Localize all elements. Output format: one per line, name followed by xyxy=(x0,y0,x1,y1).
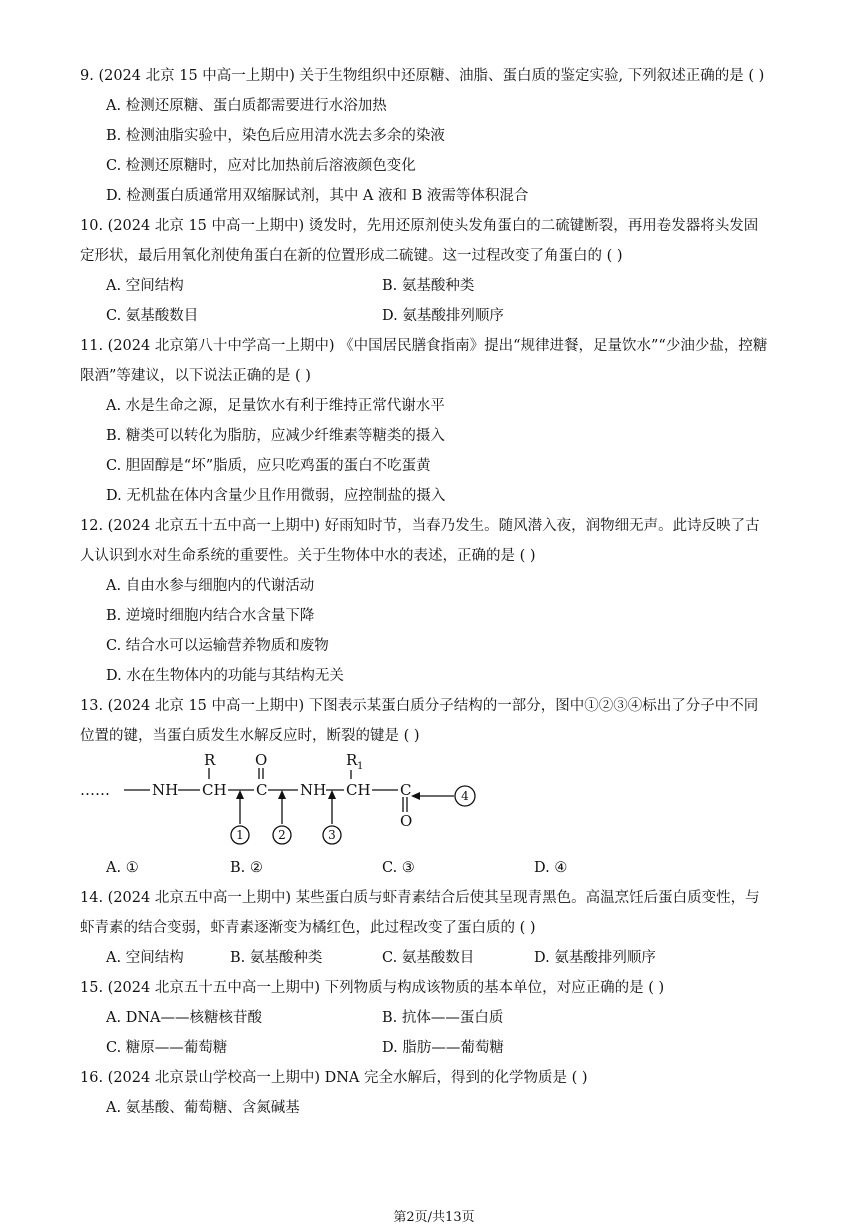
page-number-footer: 第2页/共13页 xyxy=(393,1210,475,1225)
figure-bond-label-4: 4 xyxy=(461,789,469,803)
question-11-option-b: B. 糖类可以转化为脂肪，应减少纤维素等糖类的摄入 xyxy=(106,428,445,444)
figure-nh-2: NH xyxy=(300,781,327,799)
question-15-option-c: C. 糖原——葡萄糖 xyxy=(106,1040,228,1056)
question-10-option-a: A. 空间结构 xyxy=(106,278,184,294)
figure-ch-2: CH xyxy=(346,781,371,799)
question-13-option-d: D. ④ xyxy=(534,860,568,876)
question-9-option-b: B. 检测油脂实验中，染色后应用清水洗去多余的染液 xyxy=(106,128,445,144)
question-12-option-d: D. 水在生物体内的功能与其结构无关 xyxy=(106,668,344,684)
figure-dots: …… xyxy=(80,781,110,799)
figure-c-2: C xyxy=(400,781,412,799)
question-9-stem: 9. (2024 北京 15 中高一上期中) 关于生物组织中还原糖、油脂、蛋白质的鉴定实验, 下列叙述正确的是 ( ) xyxy=(80,68,765,84)
question-11-option-a: A. 水是生命之源，足量饮水有利于维持正常代谢水平 xyxy=(106,398,445,414)
question-12-stem-line2: 人认识到水对生命系统的重要性。关于生物体中水的表述，正确的是 ( ) xyxy=(80,548,536,564)
question-12-option-a: A. 自由水参与细胞内的代谢活动 xyxy=(106,578,315,594)
question-13-option-a: A. ① xyxy=(106,860,139,876)
question-9-option-c: C. 检测还原糖时，应对比加热前后溶液颜色变化 xyxy=(106,158,416,174)
figure-bond-label-2: 2 xyxy=(278,828,286,842)
question-14-stem-line1: 14. (2024 北京五中高一上期中) 某些蛋白质与虾青素结合后使其呈现青黑色。高温烹饪后蛋白质变性，与 xyxy=(80,890,760,906)
figure-bond-label-1: 1 xyxy=(236,828,244,842)
figure-carbonyl-oxygen-bottom: O xyxy=(400,812,413,830)
figure-ch-1: CH xyxy=(202,781,227,799)
question-13-stem-line1: 13. (2024 北京 15 中高一上期中) 下图表示某蛋白质分子结构的一部分，图中①②③④标出了分子中不同 xyxy=(80,698,759,714)
question-12-stem-line1: 12. (2024 北京五十五中高一上期中) 好雨知时节，当春乃发生。随风潜入夜，润物细无声。此诗反映了古 xyxy=(80,518,760,534)
question-14-stem-line2: 虾青素的结合变弱，虾青素逐渐变为橘红色，此过程改变了蛋白质的 ( ) xyxy=(80,920,536,936)
question-11-option-c: C. 胆固醇是“坏”脂质，应只吃鸡蛋的蛋白不吃蛋黄 xyxy=(106,458,431,474)
question-11-stem-line1: 11. (2024 北京第八十中学高一上期中) 《中国居民膳食指南》提出“规律进餐，足量饮水”“少油少盐，控糖 xyxy=(80,338,768,354)
question-15-option-a: A. DNA——核糖核苷酸 xyxy=(106,1010,262,1026)
question-16-stem: 16. (2024 北京景山学校高一上期中) DNA 完全水解后，得到的化学物质是 ( ) xyxy=(80,1070,588,1086)
question-10-stem-line1: 10. (2024 北京 15 中高一上期中) 烫发时，先用还原剂使头发角蛋白的二硫键断裂，再用卷发器将头发固 xyxy=(80,218,759,234)
question-11-stem-line2: 限酒”等建议，以下说法正确的是 ( ) xyxy=(80,368,311,384)
question-11-option-d: D. 无机盐在体内含量少且作用微弱，应控制盐的摄入 xyxy=(106,488,446,504)
figure-carbonyl-oxygen-top: O xyxy=(255,751,268,769)
question-16-option-a: A. 氨基酸、葡萄糖、含氮碱基 xyxy=(106,1100,300,1116)
figure-r-group: R xyxy=(204,751,216,769)
figure-r1-subscript: 1 xyxy=(357,761,364,772)
question-10-option-c: C. 氨基酸数目 xyxy=(106,308,199,324)
figure-c-1: C xyxy=(256,781,268,799)
question-12-option-b: B. 逆境时细胞内结合水含量下降 xyxy=(106,608,315,624)
question-10-option-b: B. 氨基酸种类 xyxy=(382,278,475,294)
figure-r1-group: R xyxy=(346,751,358,769)
question-15-option-d: D. 脂肪——葡萄糖 xyxy=(382,1040,504,1056)
peptide-structure-figure xyxy=(78,748,498,848)
question-10-stem-line2: 定形状，最后用氧化剂使角蛋白在新的位置形成二硫键。这一过程改变了角蛋白的 ( ) xyxy=(80,248,623,264)
question-9-option-d: D. 检测蛋白质通常用双缩脲试剂，其中 A 液和 B 液需等体积混合 xyxy=(106,188,529,204)
question-12-option-c: C. 结合水可以运输营养物质和废物 xyxy=(106,638,329,654)
question-13-option-c: C. ③ xyxy=(382,860,415,876)
question-13-stem-line2: 位置的键，当蛋白质发生水解反应时，断裂的键是 ( ) xyxy=(80,728,420,744)
question-15-stem: 15. (2024 北京五十五中高一上期中) 下列物质与构成该物质的基本单位，对应正确的是 ( ) xyxy=(80,980,665,996)
question-9-option-a: A. 检测还原糖、蛋白质都需要进行水浴加热 xyxy=(106,98,387,114)
question-10-option-d: D. 氨基酸排列顺序 xyxy=(382,308,504,324)
question-14-option-d: D. 氨基酸排列顺序 xyxy=(534,950,656,966)
question-14-option-c: C. 氨基酸数目 xyxy=(382,950,475,966)
question-13-option-b: B. ② xyxy=(230,860,263,876)
question-15-option-b: B. 抗体——蛋白质 xyxy=(382,1010,504,1026)
question-14-option-b: B. 氨基酸种类 xyxy=(230,950,323,966)
question-14-option-a: A. 空间结构 xyxy=(106,950,184,966)
figure-nh-1: NH xyxy=(152,781,179,799)
figure-bond-label-3: 3 xyxy=(328,828,336,842)
